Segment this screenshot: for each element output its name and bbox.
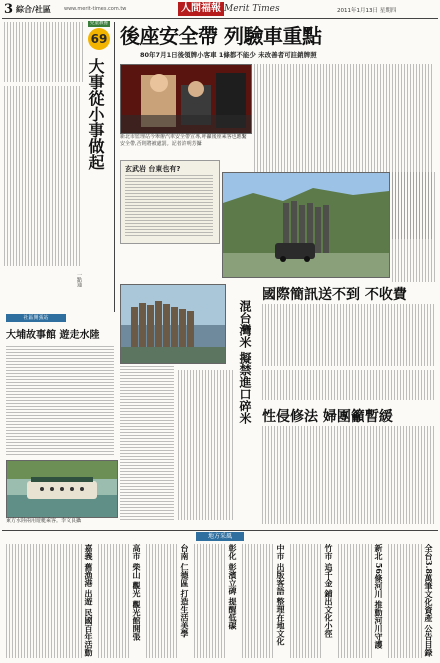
scenic-body-text <box>178 370 234 520</box>
community-headline: 大埔故事館 遊走水陸 <box>6 330 100 341</box>
scenic-photo <box>222 172 390 278</box>
lead-photo <box>120 64 252 134</box>
community-photo-caption: 東方水陸兩用遊艇乘客。李文良攝 <box>6 518 82 524</box>
sidebar-author: 一點通 <box>76 272 82 287</box>
community-body-text <box>6 346 114 456</box>
sidebar-text-body <box>4 86 82 266</box>
brand-cn: 人間福報 <box>181 3 221 14</box>
community-badge: 社區開張站 <box>6 314 66 322</box>
basalt-body-text <box>120 366 174 520</box>
regional-text-3 <box>290 544 322 658</box>
regional-headline-2: 新北 56條河川 推動河川守護 <box>374 544 384 649</box>
brand-en: Merit Times <box>224 4 280 14</box>
regional-text-5 <box>194 544 226 658</box>
regional-text-4 <box>242 544 274 658</box>
regional-headline-3: 竹市 追千金 鋪出文化小徑 <box>324 544 334 638</box>
column-number-badge: 69 <box>88 28 110 50</box>
assault-headline: 性侵修法 婦團籲暫緩 <box>262 409 393 425</box>
regional-banner: 地方采風 <box>196 532 244 541</box>
regional-headline-8: 嘉義 舊漁港 出遊 民國百年活動 <box>84 544 94 657</box>
regional-text-7 <box>98 544 130 658</box>
sidebar-text-top <box>4 22 84 82</box>
regional-section <box>4 544 436 660</box>
site-url: www.merit-times.com.tw <box>64 6 127 12</box>
basalt-photo <box>120 284 226 364</box>
scenic-photo-graphic <box>223 173 389 277</box>
lead-photo-graphic <box>121 65 251 133</box>
lead-headline: 後座安全帶 列驗車重點 <box>120 24 322 48</box>
brand-logo <box>178 2 224 16</box>
masthead <box>2 2 438 18</box>
lead-subhead: 80年7月1日後領牌小客車 1條都不能少 未改善者可註銷牌照 <box>140 51 317 59</box>
regional-headline-4: 中市 出版客語 整理在地文化 <box>276 544 286 646</box>
intl-headline: 國際簡訊送不到 不收費 <box>262 287 407 303</box>
regional-headline-7: 高市 柴山 觀光 觀光館開張 <box>132 544 142 641</box>
column-badge: 兒童教養 <box>90 21 108 26</box>
regional-text-6 <box>146 544 178 658</box>
assault-body-text <box>262 426 436 524</box>
box-story-title: 玄武岩 台東也有? <box>125 165 181 173</box>
regional-text-8 <box>6 544 82 658</box>
box-story-body <box>125 175 213 237</box>
regional-text-1 <box>388 544 422 658</box>
community-photo-graphic <box>7 461 117 517</box>
sidebar-headline: 大事從小事做起 <box>86 58 105 170</box>
section-name: 綜合/社區 <box>16 5 51 14</box>
right-column-text-mid <box>262 370 436 400</box>
regional-headline-6: 台南 仁德區 打造生活美學 <box>180 544 190 638</box>
scenic-headline: 混台灣米 擬禁進口碎米 <box>238 300 252 425</box>
intl-body-text <box>262 304 436 366</box>
basalt-photo-graphic <box>121 285 225 363</box>
issue-date: 2011年1月13日 星期四 <box>337 8 397 14</box>
regional-headline-1: 全台3.8萬筆文化資產 公告目錄 <box>424 544 434 657</box>
masthead-rule <box>2 18 438 19</box>
regional-headline-5: 彰化 彰濱立碑 提醒低碳 <box>228 544 238 630</box>
regional-rule <box>2 530 438 531</box>
regional-text-2 <box>338 544 372 658</box>
right-column-text-upper <box>392 172 436 282</box>
box-story <box>120 160 220 244</box>
sidebar-divider <box>114 22 115 312</box>
page-number: 3 <box>4 2 14 17</box>
community-photo <box>6 460 118 518</box>
lead-photo-caption: 新北市監理站今舉辦汽車安全帶宣導,呼籲後座乘客也應繫安全帶,否則將被處罰。記者許明芳攝 <box>120 134 247 147</box>
